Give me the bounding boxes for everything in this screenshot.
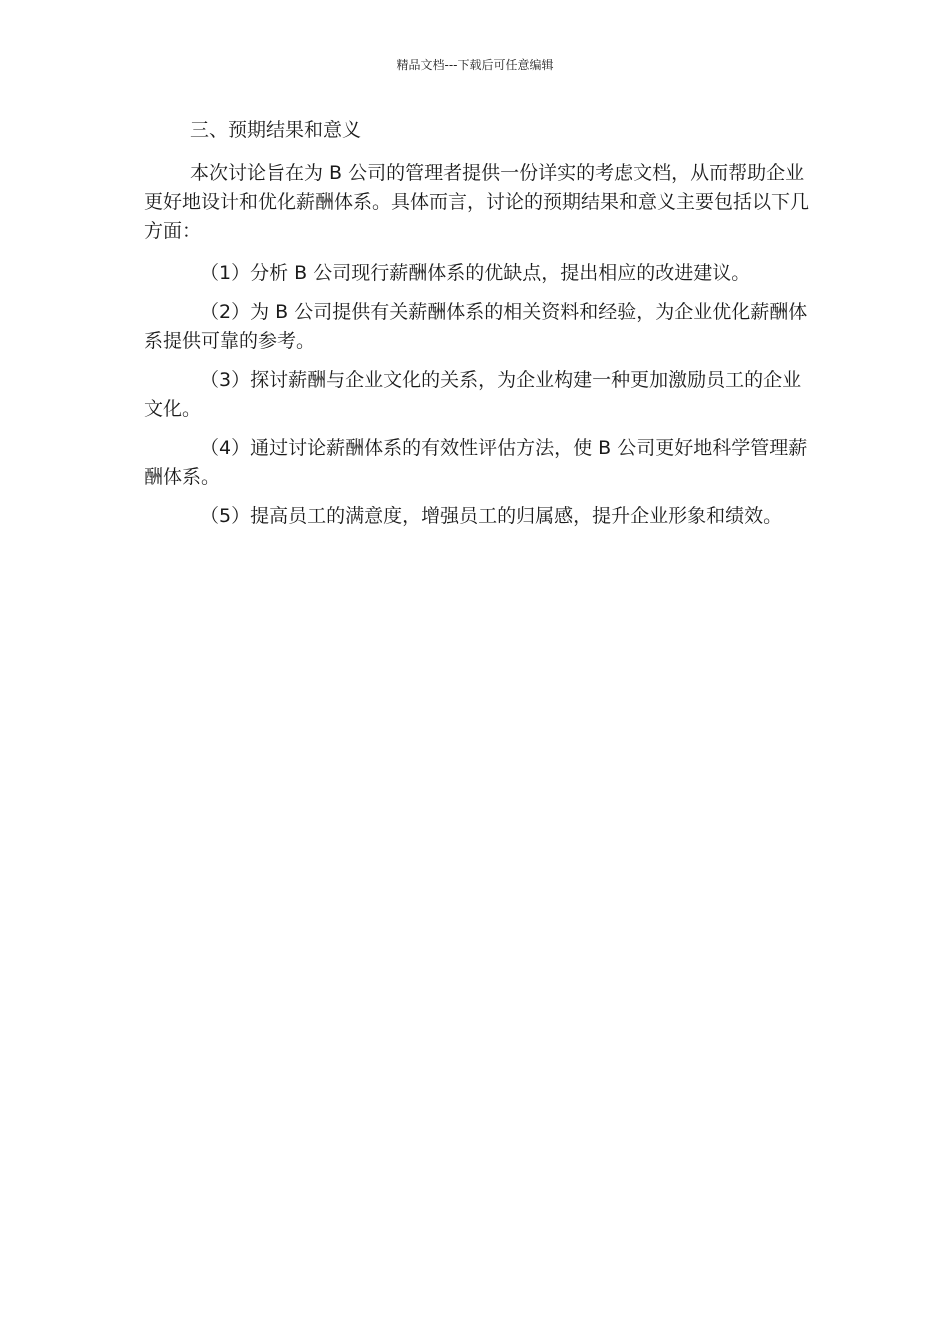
list-item: （5）提高员工的满意度，增强员工的归属感，提升企业形象和绩效。 <box>200 505 783 527</box>
list-item: （4）通过讨论薪酬体系的有效性评估方法，使 B 公司更好地科学管理薪酬体系。 <box>144 437 808 488</box>
list-item: （3）探讨薪酬与企业文化的关系，为企业构建一种更加激励员工的企业文化。 <box>144 369 802 420</box>
section-title: 三、预期结果和意义 <box>190 119 362 141</box>
document-body <box>144 116 816 531</box>
list-item: （2）为 B 公司提供有关薪酬体系的相关资料和经验，为企业优化薪酬体系提供可靠的参考。 <box>144 301 808 352</box>
list-item: （1）分析 B 公司现行薪酬体系的优缺点，提出相应的改进建议。 <box>200 262 751 284</box>
intro-paragraph: 本次讨论旨在为 B 公司的管理者提供一份详实的考虑文档，从而帮助企业更好地设计和优化薪酬体系。具体而言，讨论的预期结果和意义主要包括以下几方面： <box>144 162 810 242</box>
page-header: 精品文档---下载后可任意编辑 <box>396 58 554 72</box>
